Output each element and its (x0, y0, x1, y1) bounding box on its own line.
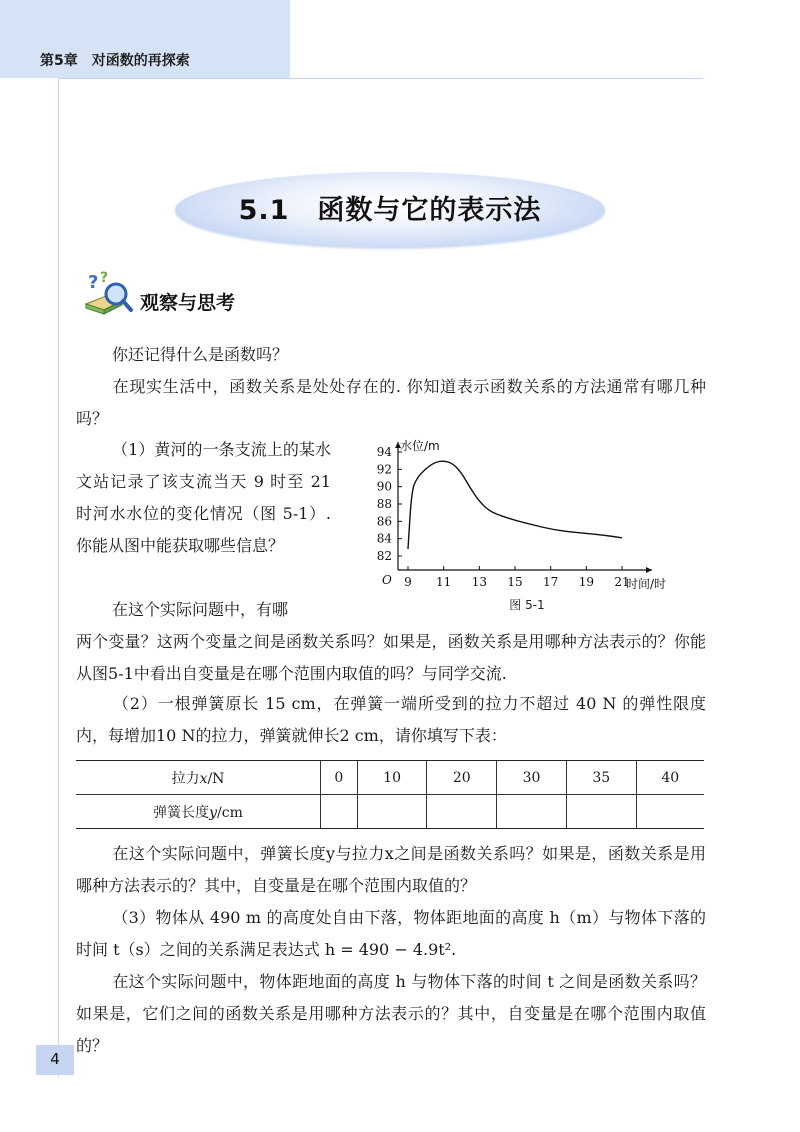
paragraph-5 (76, 688, 706, 752)
paragraph-2-text: 在现实生活中，函数关系是处处存在的. 你知道表示函数关系的方法通常有哪几种吗？ (76, 377, 706, 428)
table-empty-cell[interactable] (321, 795, 358, 829)
water-level-line (408, 461, 622, 549)
section-title: 5.1 函数与它的表示法 (238, 195, 542, 226)
table-cell: 40 (636, 761, 704, 795)
paragraph-5-text: （2）一根弹簧原长 15 cm，在弹簧一端所受到的拉力不超过 40 N 的弹性限度内，每增加10 N的拉力，弹簧就伸长2 cm，请你填写下表： (76, 694, 706, 745)
x-tick-label: 17 (543, 575, 559, 589)
table-empty-cell[interactable] (566, 795, 636, 829)
y-tick-label: 94 (376, 445, 392, 459)
y-tick-label: 90 (376, 479, 392, 494)
table-cell: 10 (357, 761, 427, 795)
table-empty-cell[interactable] (497, 795, 567, 829)
x-axis-arrow (646, 567, 652, 573)
svg-text:?: ? (88, 272, 99, 293)
paragraph-8 (76, 966, 706, 1062)
table-row (76, 761, 704, 795)
paragraph-4b-text: 两个变量？这两个变量之间是函数关系吗？如果是，函数关系是用哪种方法表示的？你能从图5-1中看出自变量是在哪个范围内取值的吗？与同学交流. (76, 632, 706, 683)
paragraph-4b (76, 626, 706, 690)
paragraph-3 (76, 434, 331, 562)
x-axis-label: 时间/时 (626, 577, 667, 591)
y-axis-label: 水位/m (400, 439, 440, 453)
y-tick-label: 86 (376, 514, 392, 529)
spring-table (76, 760, 704, 829)
table-empty-cell[interactable] (636, 795, 704, 829)
paragraph-7 (76, 902, 706, 966)
paragraph-3-text: （1）黄河的一条支流上的某水文站记录了该支流当天 9 时至 21 时河水水位的变化情况（图 5-1）. 你能从图中能获取哪些信息？ (76, 440, 331, 555)
table-cell: 20 (427, 761, 497, 795)
x-tick-label: 19 (578, 575, 594, 589)
x-tick-label: 11 (436, 575, 452, 589)
paragraph-6 (76, 838, 706, 902)
x-tick-label: 21 (614, 575, 630, 589)
page-number: 4 (50, 1050, 60, 1068)
table-empty-cell[interactable] (427, 795, 497, 829)
chart-axes (395, 442, 652, 573)
paragraph-1-text: 你还记得什么是函数吗？ (112, 345, 289, 364)
observe-think-heading: 观察与思考 (140, 292, 236, 314)
x-tick-label: 13 (471, 575, 487, 589)
table-header-force: 拉力x/N (76, 761, 321, 795)
table-cell: 30 (497, 761, 567, 795)
x-tick-label: 15 (507, 575, 523, 589)
origin-label: O (382, 573, 392, 587)
paragraph-4a-text: 在这个实际问题中，有哪 (112, 600, 289, 619)
paragraph-7-text: （3）物体从 490 m 的高度处自由下落，物体距地面的高度 h（m）与物体下落的时间 t（s）之间的关系满足表达式 h = 490 − 4.9t². (76, 908, 706, 959)
table-cell: 35 (566, 761, 636, 795)
header-rule (58, 78, 703, 79)
svg-text:?: ? (100, 270, 109, 286)
y-tick-label: 88 (376, 497, 392, 511)
paragraph-6-text: 在这个实际问题中，弹簧长度y与拉力x之间是函数关系吗？如果是，函数关系是用哪种方法表示的？其中，自变量是在哪个范围内取值的？ (76, 844, 706, 895)
table-cell: 0 (321, 761, 358, 795)
paragraph-8-text: 在这个实际问题中，物体距地面的高度 h 与物体下落的时间 t 之间是函数关系吗？如果是，它们之间的函数关系是用哪种方法表示的？其中，自变量是在哪个范围内取值的？ (76, 972, 706, 1055)
y-tick-label: 84 (376, 531, 392, 546)
y-tick-label: 82 (376, 549, 392, 563)
paragraph-2 (76, 371, 706, 435)
table-row (76, 795, 704, 829)
table-header-length: 弹簧长度y/cm (76, 795, 321, 829)
paragraph-4a (76, 594, 331, 626)
question-magnifier-icon (76, 268, 136, 328)
table-empty-cell[interactable] (357, 795, 427, 829)
y-tick-label: 92 (376, 462, 392, 477)
chart-caption: 图 5-1 (509, 598, 545, 612)
paragraph-1 (76, 339, 706, 371)
chapter-title: 第5章 对函数的再探索 (40, 53, 190, 69)
water-level-chart (360, 438, 667, 618)
x-tick-label: 9 (404, 575, 412, 589)
margin-rule (58, 78, 59, 1078)
